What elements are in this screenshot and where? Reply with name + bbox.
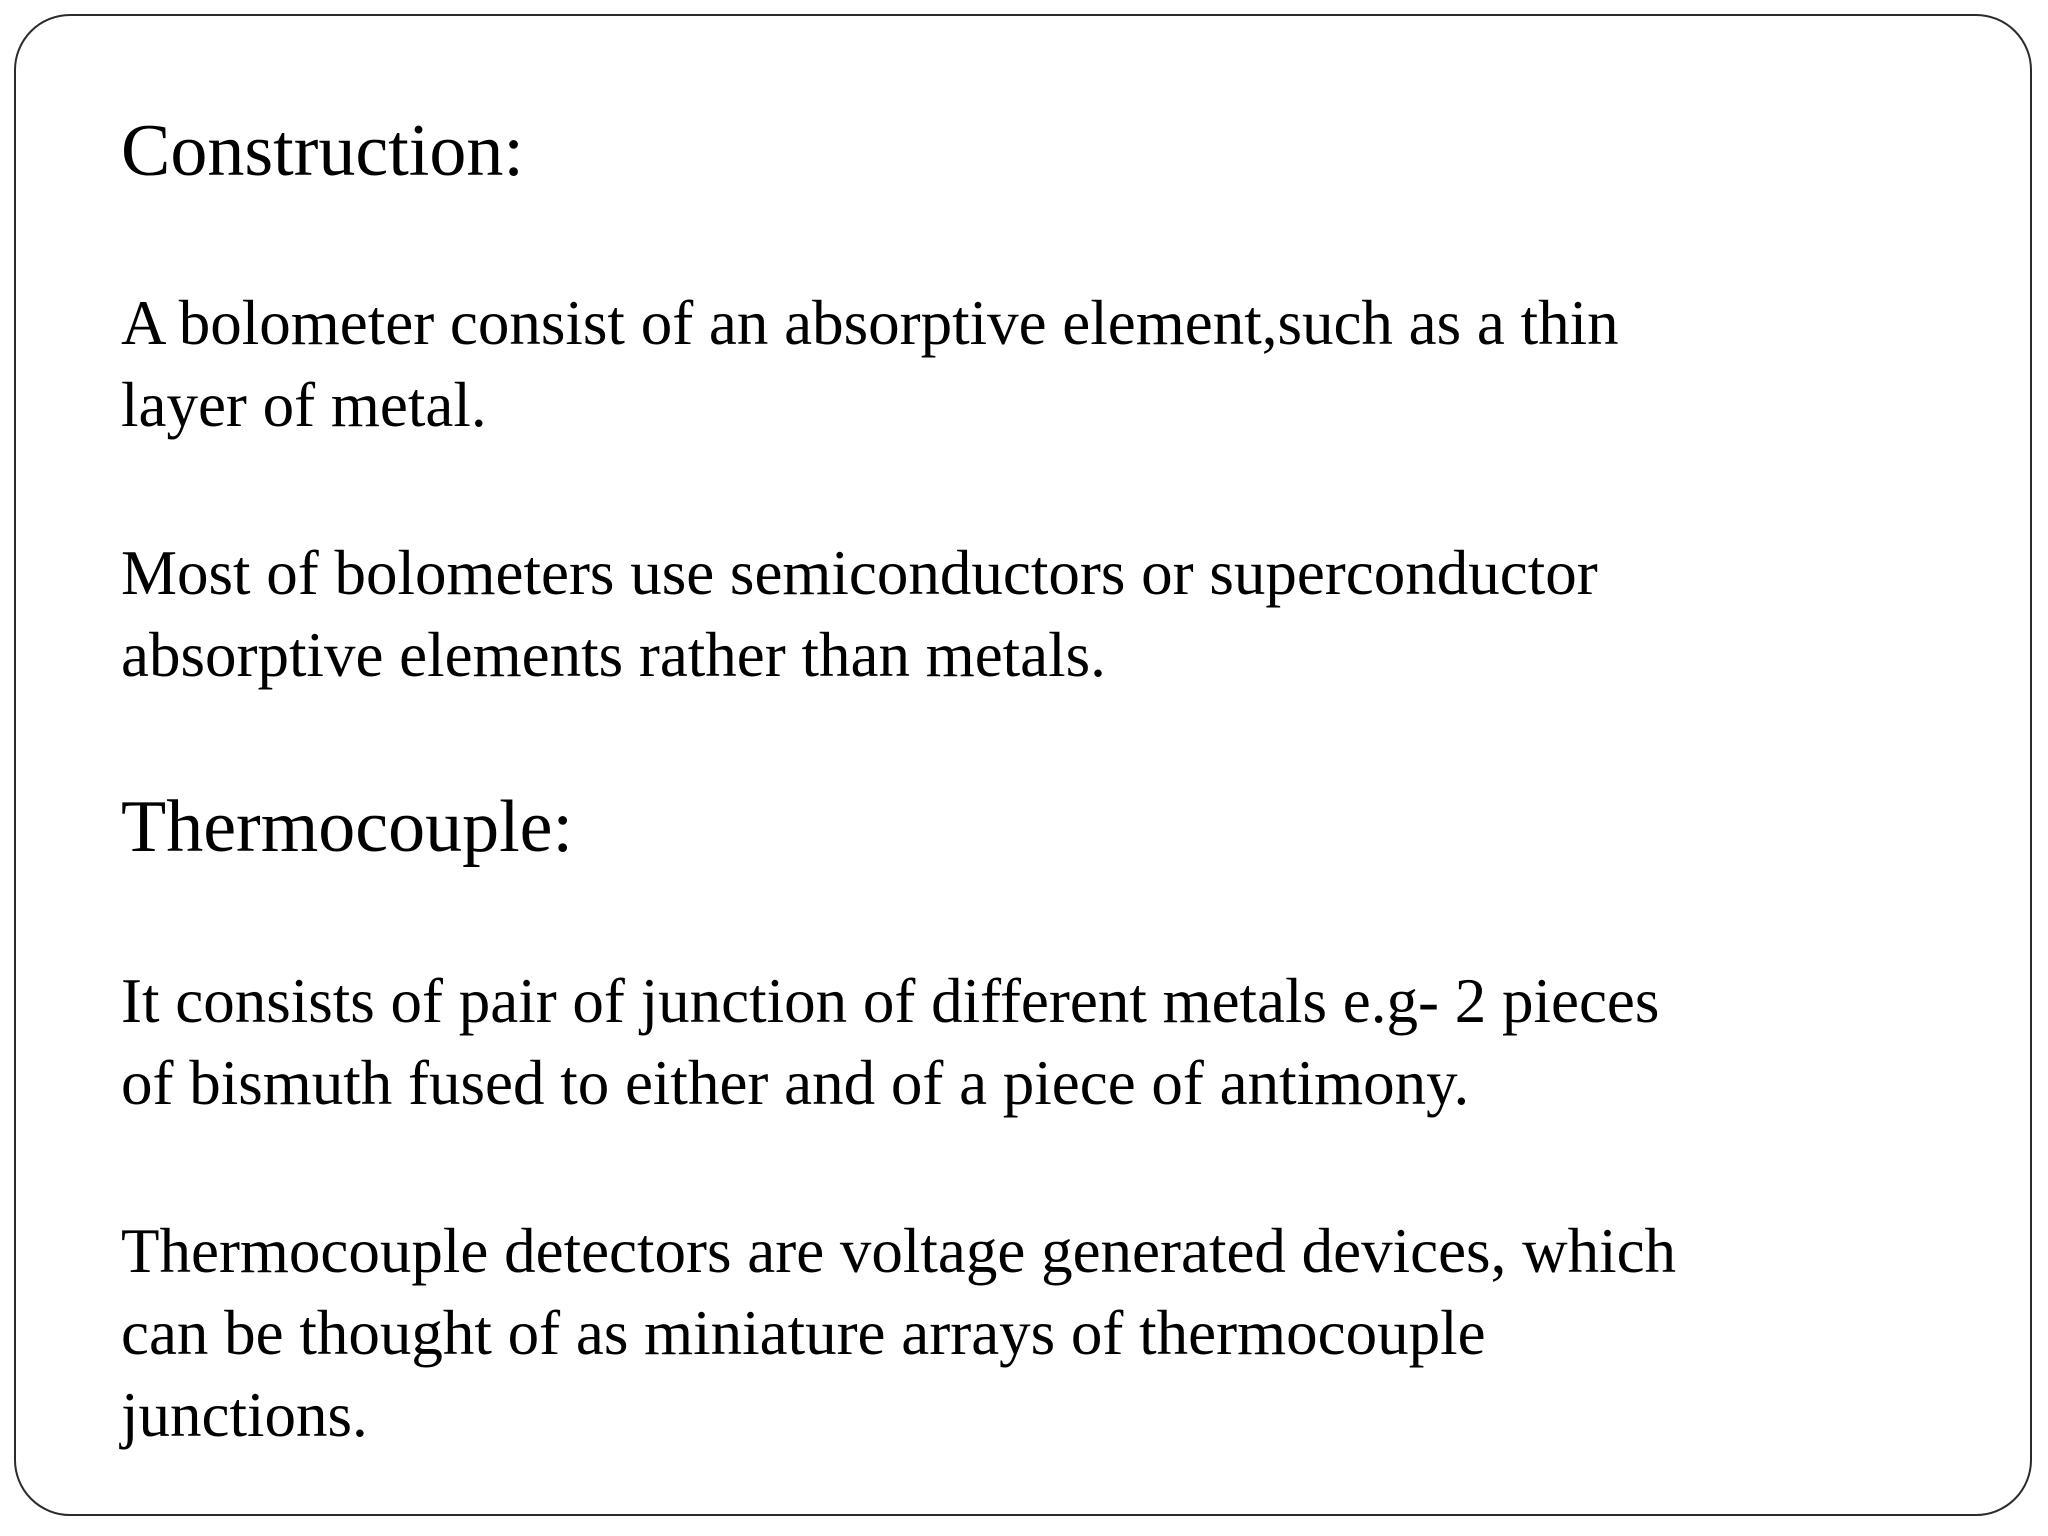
heading-thermocouple: Thermocouple: xyxy=(121,786,574,868)
slide-content xyxy=(121,106,1981,1456)
paragraph-bolometer-semiconductors: Most of bolometers use semiconductors or superconductor absorptive elements rather than metals. xyxy=(121,538,1598,690)
slide-frame xyxy=(14,14,2032,1516)
paragraph-thermocouple-detectors: Thermocouple detectors are voltage generated devices, which can be thought of as miniature arrays of thermocouple junctions. xyxy=(121,1216,1677,1450)
paragraph-thermocouple-junction: It consists of pair of junction of different metals e.g- 2 pieces of bismuth fused to either and of a piece of antimony. xyxy=(121,966,1660,1118)
paragraph-bolometer-absorptive-element: A bolometer consist of an absorptive element,such as a thin layer of metal. xyxy=(121,288,1619,440)
heading-construction: Construction: xyxy=(121,110,524,192)
